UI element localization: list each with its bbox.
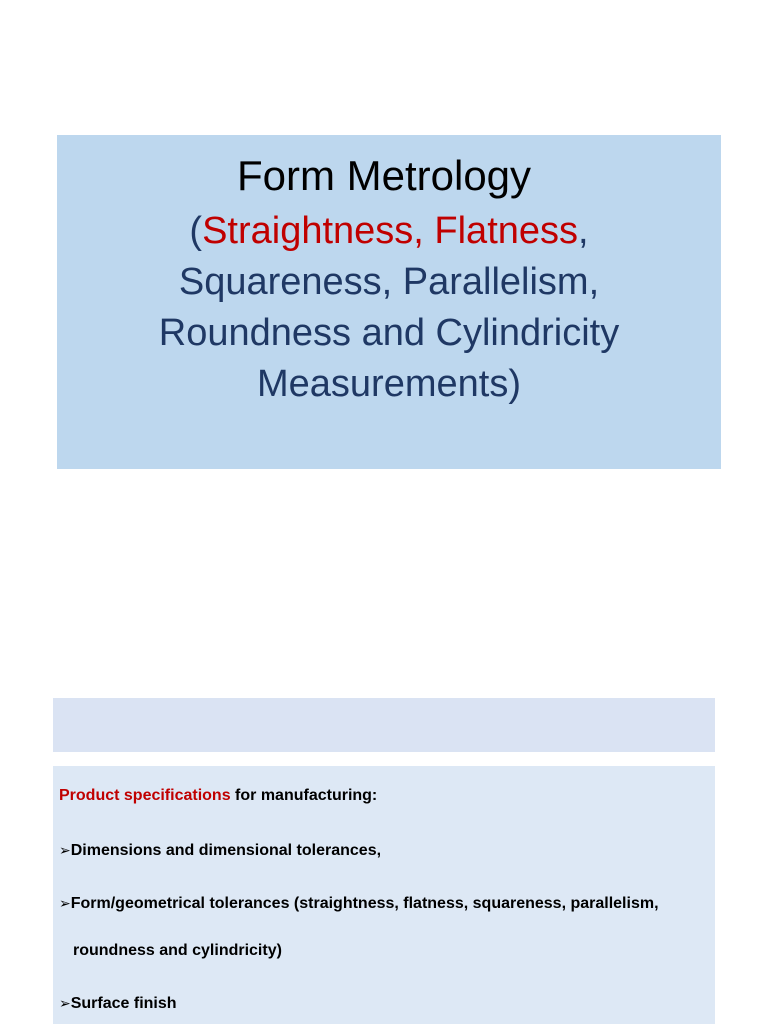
- intro-line: [59, 786, 377, 806]
- bullet-item-2-continuation: roundness and cylindricity): [73, 942, 282, 959]
- subtitle-line-3: Roundness and Cylindricity: [158, 312, 620, 354]
- bullet-item-2: [59, 894, 659, 914]
- bullet-arrow-icon: ➢: [59, 996, 71, 1012]
- intro-rest: for manufacturing:: [230, 787, 378, 804]
- subtitle-line-4: Measurements): [257, 363, 521, 405]
- bullet-arrow-icon: ➢: [59, 896, 71, 912]
- slide-title: Form Metrology: [236, 152, 532, 199]
- bullet-text-3: Surface finish: [70, 995, 177, 1012]
- bullet-item-1: [59, 841, 381, 861]
- subtitle-open-paren: (: [189, 210, 203, 252]
- subtitle-red-items: Straightness, Flatness: [202, 210, 579, 252]
- bullet-text-1: Dimensions and dimensional tolerances,: [70, 842, 382, 859]
- slide-subtitle: [57, 206, 721, 410]
- bullet-arrow-icon: ➢: [59, 843, 71, 859]
- intro-highlight: Product specifications: [59, 787, 231, 804]
- section-header-bar: [53, 698, 715, 752]
- subtitle-comma: ,: [578, 210, 589, 252]
- bullet-item-3: [59, 994, 177, 1014]
- bullet-text-2: Form/geometrical tolerances (straightness, flatness, squareness, parallelism,: [70, 895, 659, 912]
- subtitle-line-2: Squareness, Parallelism,: [178, 261, 600, 303]
